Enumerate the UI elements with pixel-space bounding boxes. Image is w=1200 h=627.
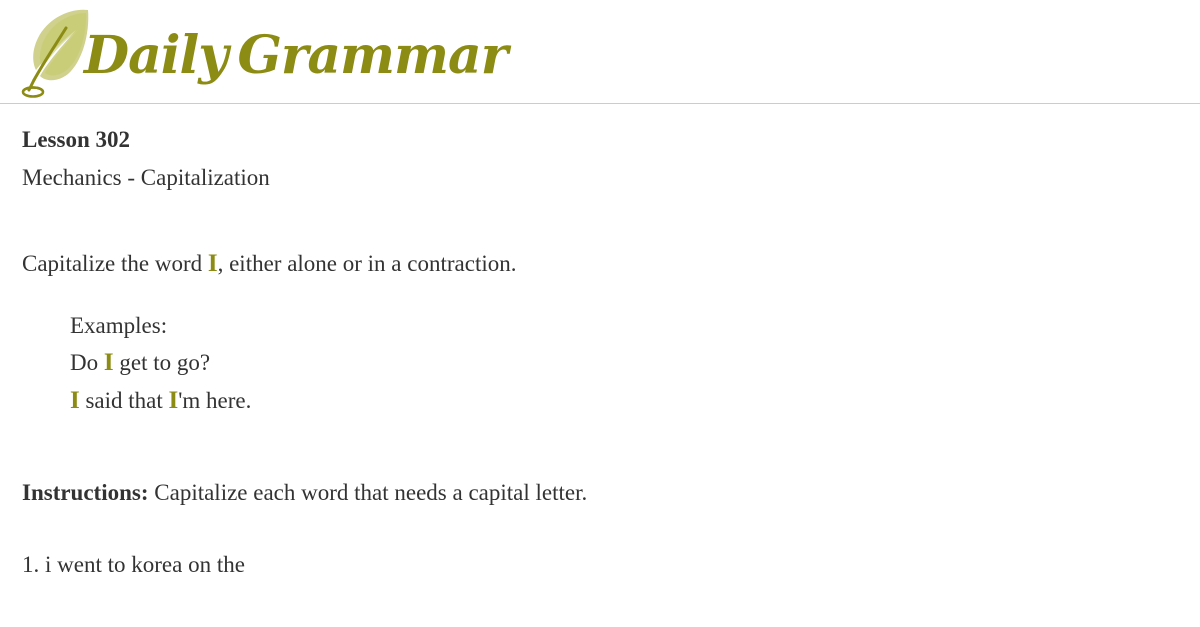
lesson-title: Lesson 302 xyxy=(22,127,130,152)
rule-text-after: , either alone or in a contraction. xyxy=(217,251,517,277)
example-2-capital-i-second: I xyxy=(168,386,179,414)
example-2-after: 'm here. xyxy=(178,387,252,413)
example-2-capital-i-first: I xyxy=(70,386,80,414)
site-logo[interactable] xyxy=(20,2,507,102)
exercise-item-1: 1. i went to korea on the xyxy=(22,552,245,578)
examples-label: Examples: xyxy=(70,312,168,338)
instructions-label: Instructions: xyxy=(22,479,149,505)
site-header xyxy=(0,0,1200,104)
example-sentence-2 xyxy=(70,382,1180,420)
lesson-content xyxy=(0,104,1200,583)
quill-pen-icon xyxy=(20,4,90,100)
logo-word-daily: Daily xyxy=(84,25,228,86)
example-1-before: Do xyxy=(70,349,104,375)
lesson-subtitle: Mechanics - Capitalization xyxy=(22,164,270,190)
logo-word-grammar: Grammar xyxy=(237,25,508,86)
lesson-rule xyxy=(22,245,1180,283)
rule-text-before: Capitalize the word xyxy=(22,251,208,277)
example-sentence-1 xyxy=(70,344,1180,382)
instructions-text: Capitalize each word that needs a capital letter. xyxy=(148,479,588,505)
rule-capital-i: I xyxy=(207,250,218,278)
example-1-after: get to go? xyxy=(113,349,211,375)
instructions xyxy=(22,476,1180,511)
examples-block xyxy=(70,309,1180,420)
site-logo-text xyxy=(84,25,508,86)
example-2-mid: said that xyxy=(79,387,169,413)
example-1-capital-i: I xyxy=(103,348,114,376)
